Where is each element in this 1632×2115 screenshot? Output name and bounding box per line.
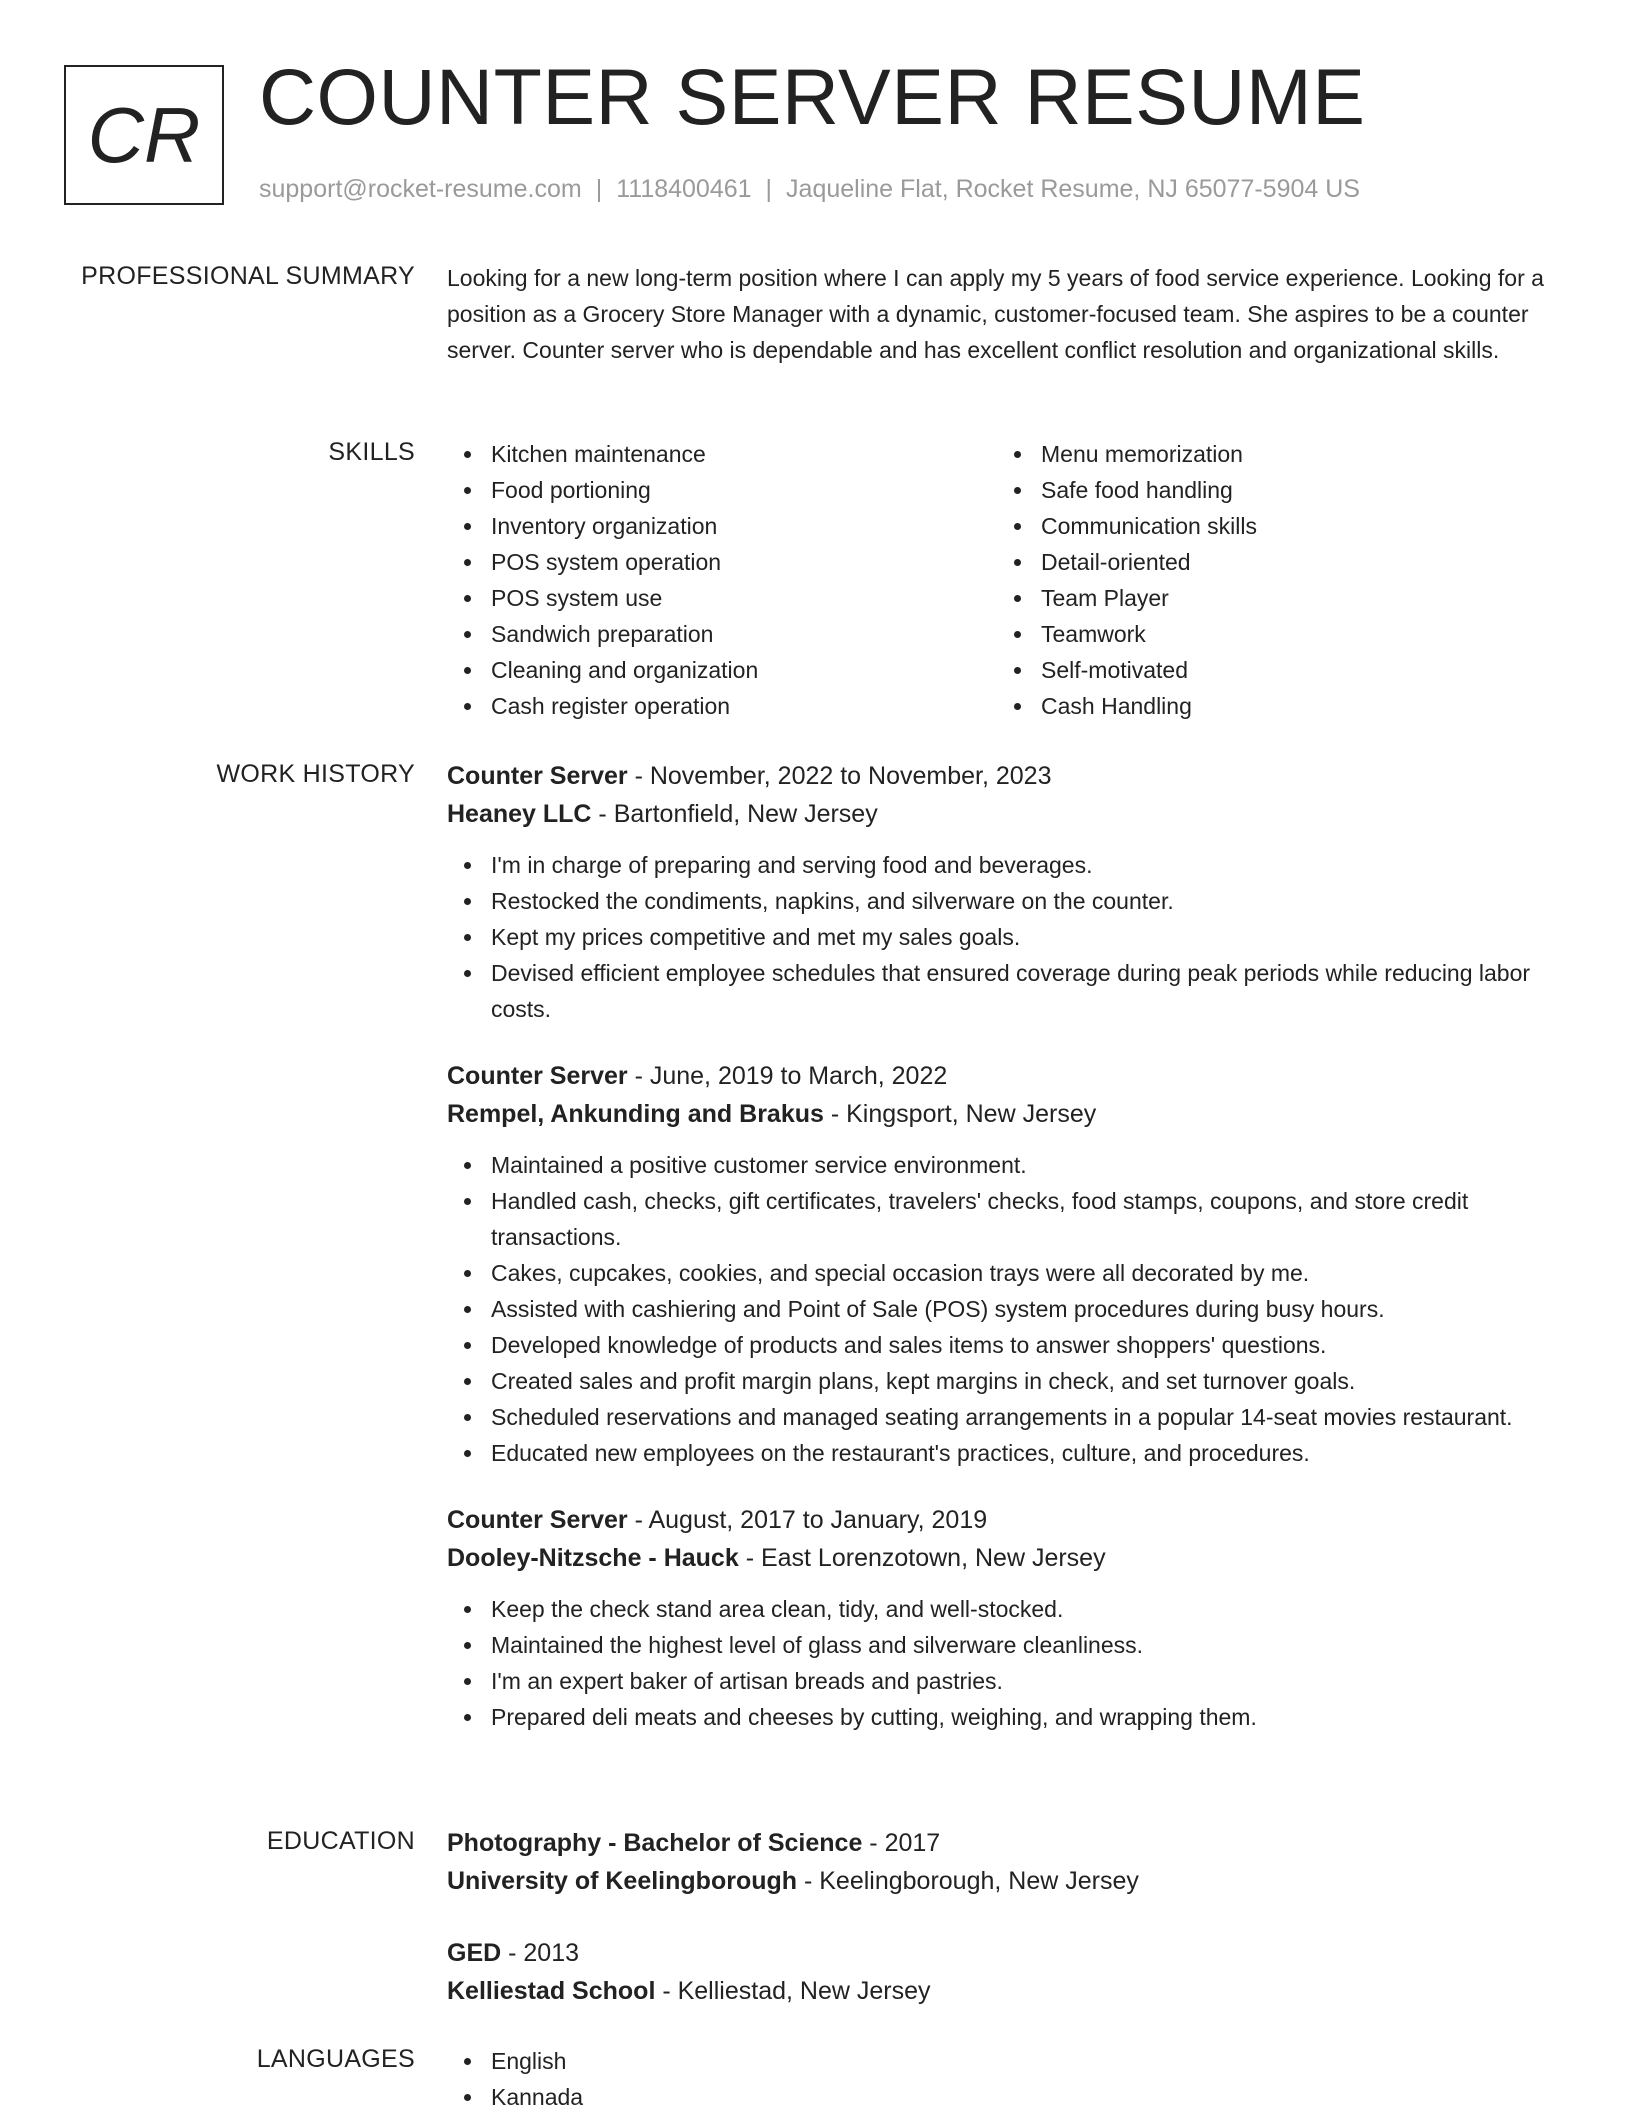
degree-year: - 2017 (862, 1829, 941, 1857)
degree-line (447, 1824, 1567, 1862)
skill-item: Cleaning and organization (447, 652, 997, 688)
job-bullets (447, 847, 1567, 1027)
job-bullet: Cakes, cupcakes, cookies, and special occasion trays were all decorated by me. (447, 1255, 1567, 1291)
school: Kelliestad School (447, 1977, 656, 2005)
education-entry (447, 1934, 1567, 2010)
skill-item: Cash Handling (997, 688, 1547, 724)
skill-item: Safe food handling (997, 472, 1547, 508)
job-dates: - August, 2017 to January, 2019 (627, 1506, 988, 1534)
job-bullet: Devised efficient employee schedules that ensured coverage during peak periods while reducing labor costs. (447, 955, 1567, 1027)
job-entry (447, 1057, 1567, 1471)
job-title: Counter Server (447, 1506, 628, 1534)
contact-address: Jaqueline Flat, Rocket Resume, NJ 65077-5904 US (786, 175, 1360, 203)
job-bullet: Kept my prices competitive and met my sales goals. (447, 919, 1567, 955)
languages-list (447, 2043, 1567, 2115)
job-entry (447, 757, 1567, 1027)
school-line (447, 1862, 1567, 1900)
job-dates: - November, 2022 to November, 2023 (627, 762, 1052, 790)
skill-item: Communication skills (997, 508, 1547, 544)
job-title-line (447, 1501, 1567, 1539)
section-label-work: WORK HISTORY (216, 760, 415, 788)
job-bullet: Restocked the condiments, napkins, and silverware on the counter. (447, 883, 1567, 919)
resume-header (64, 52, 1572, 213)
job-company: Rempel, Ankunding and Brakus (447, 1100, 824, 1128)
job-bullet: Assisted with cashiering and Point of Sale (POS) system procedures during busy hours. (447, 1291, 1567, 1327)
contact-separator: | (765, 175, 773, 203)
job-title-line (447, 757, 1567, 795)
section-label-languages: LANGUAGES (256, 2045, 415, 2073)
summary-text: Looking for a new long-term position where I can apply my 5 years of food service experience. Looking for a position as a Grocery Store Manager with a dynamic, customer-focused team. She aspires to be a counter server. Counter server who is dependable and has excellent conflict resolution and organizational skills. (447, 265, 1544, 363)
job-company: Heaney LLC (447, 800, 592, 828)
contact-separator: | (595, 175, 603, 203)
work-body (447, 757, 1567, 1765)
school-location: - Keelingborough, New Jersey (797, 1867, 1139, 1895)
degree-year: - 2013 (501, 1939, 580, 1967)
job-bullet: Handled cash, checks, gift certificates, travelers' checks, food stamps, coupons, and store credit transactions. (447, 1183, 1567, 1255)
section-label-skills: SKILLS (328, 438, 415, 466)
skill-item: POS system use (447, 580, 997, 616)
skill-item: Menu memorization (997, 436, 1547, 472)
contact-email[interactable]: support@rocket-resume.com (259, 175, 582, 203)
skill-item: Inventory organization (447, 508, 997, 544)
job-title: Counter Server (447, 762, 628, 790)
school-line (447, 1972, 1567, 2010)
contact-line (259, 175, 1360, 204)
education-entry (447, 1824, 1567, 1900)
job-bullet: Prepared deli meats and cheeses by cutting, weighing, and wrapping them. (447, 1699, 1567, 1735)
job-bullet: Maintained the highest level of glass and silverware cleanliness. (447, 1627, 1567, 1663)
job-company-line (447, 1095, 1567, 1133)
job-bullet: Scheduled reservations and managed seating arrangements in a popular 14-seat movies restaurant. (447, 1399, 1567, 1435)
section-label-summary: PROFESSIONAL SUMMARY (81, 262, 415, 290)
language-item: Kannada (447, 2079, 1567, 2115)
summary-body (447, 260, 1567, 368)
job-bullet: Educated new employees on the restaurant's practices, culture, and procedures. (447, 1435, 1567, 1471)
school-location: - Kelliestad, New Jersey (655, 1977, 931, 2005)
degree: GED (447, 1939, 502, 1967)
job-bullet: Created sales and profit margin plans, kept margins in check, and set turnover goals. (447, 1363, 1567, 1399)
skill-item: Kitchen maintenance (447, 436, 997, 472)
job-location: - Kingsport, New Jersey (823, 1100, 1097, 1128)
language-item: English (447, 2043, 1567, 2079)
languages-body (447, 2043, 1567, 2115)
skill-item: Cash register operation (447, 688, 997, 724)
degree-line (447, 1934, 1567, 1972)
education-body (447, 1824, 1567, 2044)
job-title-line (447, 1057, 1567, 1095)
resume-title: COUNTER SERVER RESUME (259, 52, 1366, 141)
job-bullets (447, 1147, 1567, 1471)
skills-list-left (447, 436, 997, 724)
skill-item: Food portioning (447, 472, 997, 508)
monogram-logo: CR (64, 65, 224, 205)
job-bullet: I'm in charge of preparing and serving food and beverages. (447, 847, 1567, 883)
section-label-education: EDUCATION (266, 1827, 415, 1855)
job-bullet: I'm an expert baker of artisan breads and pastries. (447, 1663, 1567, 1699)
job-bullet: Keep the check stand area clean, tidy, and well-stocked. (447, 1591, 1567, 1627)
job-entry (447, 1501, 1567, 1735)
job-bullet: Maintained a positive customer service environment. (447, 1147, 1567, 1183)
contact-phone[interactable]: 1118400461 (616, 175, 752, 203)
skill-item: Teamwork (997, 616, 1547, 652)
skill-item: Team Player (997, 580, 1547, 616)
job-location: - Bartonfield, New Jersey (591, 800, 878, 828)
job-title: Counter Server (447, 1062, 628, 1090)
job-company-line (447, 795, 1567, 833)
skills-list-right (997, 436, 1547, 724)
skill-item: Sandwich preparation (447, 616, 997, 652)
job-bullet: Developed knowledge of products and sales items to answer shoppers' questions. (447, 1327, 1567, 1363)
job-company-line (447, 1539, 1567, 1577)
job-company: Dooley-Nitzsche - Hauck (447, 1544, 739, 1572)
job-dates: - June, 2019 to March, 2022 (627, 1062, 948, 1090)
skills-body (447, 436, 1567, 724)
degree: Photography - Bachelor of Science (447, 1829, 863, 1857)
job-location: - East Lorenzotown, New Jersey (738, 1544, 1106, 1572)
school: University of Keelingborough (447, 1867, 798, 1895)
skill-item: Detail-oriented (997, 544, 1547, 580)
job-bullets (447, 1591, 1567, 1735)
skill-item: Self-motivated (997, 652, 1547, 688)
skill-item: POS system operation (447, 544, 997, 580)
